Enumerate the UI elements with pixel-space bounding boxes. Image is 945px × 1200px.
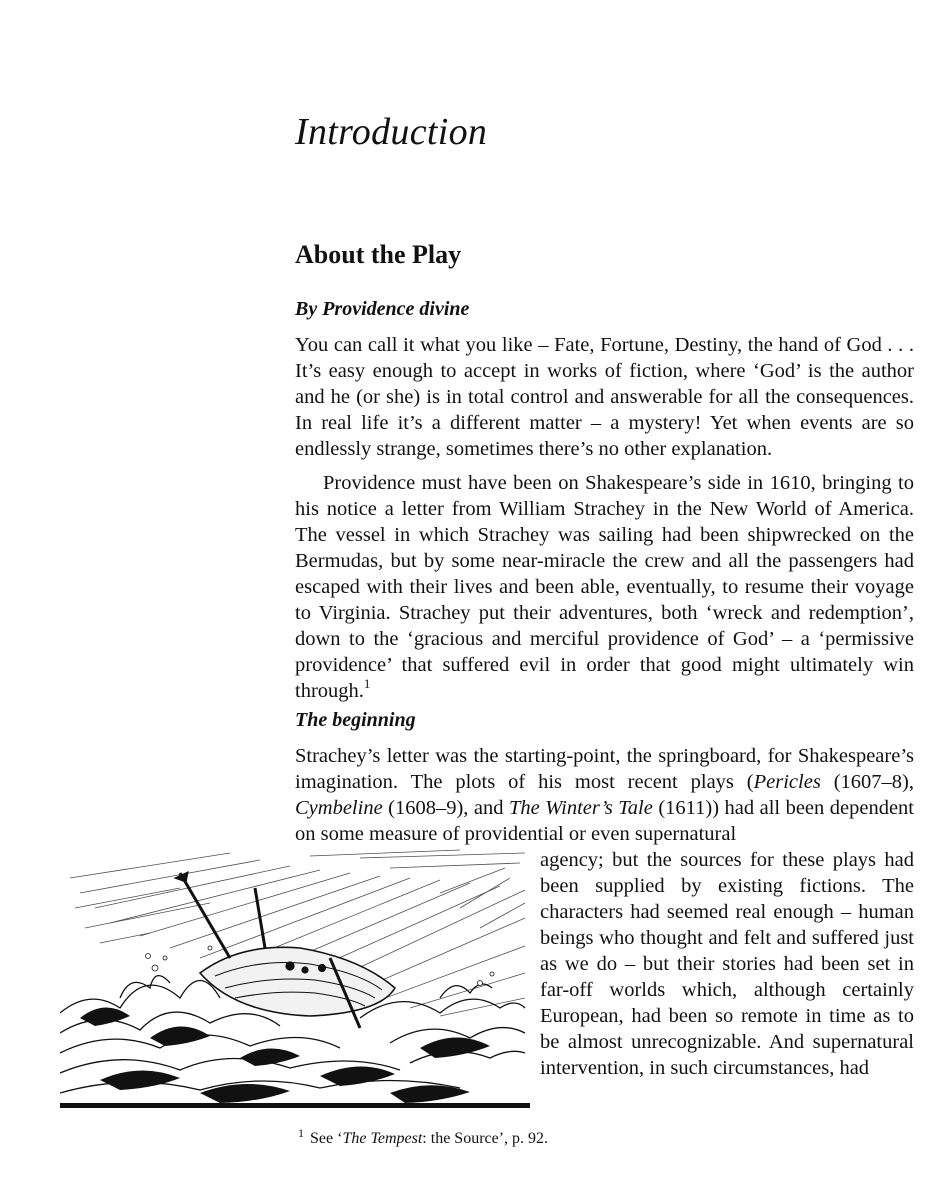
footnote-prefix: See ‘ xyxy=(310,1130,343,1147)
title-cymbeline: Cymbeline xyxy=(295,797,383,819)
paragraph-1: You can call it what you like – Fate, Fortune, Destiny, the hand of God . . . It’s easy enough to accept in works of fiction, where ‘God’ is the author and he (or she) is in total control and answerable for all the consequences. In real life it’s a different matter – a mystery! Yet when events are so endlessly strange, sometimes there’s no other explanation. xyxy=(295,334,914,460)
paragraph-3-text-a: Strachey’s letter was the starting-point, the springboard, for Shakespeare’s imagination. The plots of his most recent plays ( xyxy=(295,745,914,793)
subheading-providence: By Providence divine xyxy=(295,298,470,320)
section-heading: About the Play xyxy=(295,240,462,269)
paragraph-3-text-d: (1611)) had all been dependent on some measure of providential or even supernatural xyxy=(295,797,914,845)
shipwreck-illustration xyxy=(60,848,530,1108)
chapter-title: Introduction xyxy=(295,111,488,153)
footnote-number: 1 xyxy=(298,1126,304,1140)
subheading-beginning: The beginning xyxy=(295,709,416,731)
paragraph-3 xyxy=(295,743,914,847)
paragraph-2 xyxy=(295,470,914,704)
title-pericles: Pericles xyxy=(753,771,821,793)
footnote-title: The Tempest xyxy=(342,1130,423,1147)
paragraph-4: agency; but the sources for these plays had been supplied by existing fictions. The characters had seemed real enough – human beings who thought and felt and suffered just as we do – but their stories had been set in far-off worlds which, although certainly European, had been so remote in time as to be almost unrecognizable. And supernatural intervention, in such circumstances, had xyxy=(540,849,914,1079)
title-winters-tale: The Winter’s Tale xyxy=(508,797,653,819)
paragraph-2-text: Providence must have been on Shakespeare’s side in 1610, bringing to his notice a letter from William Strachey in the New World of America. The vessel in which Strachey was sailing had been shipwrecked on the Bermudas, but by some near-miracle the crew and all the passengers had escaped with their lives and been able, eventually, to resume their voyage to Virginia. Strachey put their adventures, both ‘wreck and redemption’, down to the ‘gracious and merciful providence of God’ – a ‘permissive providence’ that suffered evil in order that good might ultimately win through. xyxy=(295,472,914,702)
footnote xyxy=(298,1126,548,1148)
paragraph-3-text-c: (1608–9), and xyxy=(382,797,509,819)
paragraph-3-text-b: (1607–8), xyxy=(820,771,914,793)
footnote-reference: 1 xyxy=(363,676,371,691)
footnote-suffix: : the Source’, p. 92. xyxy=(422,1130,549,1147)
